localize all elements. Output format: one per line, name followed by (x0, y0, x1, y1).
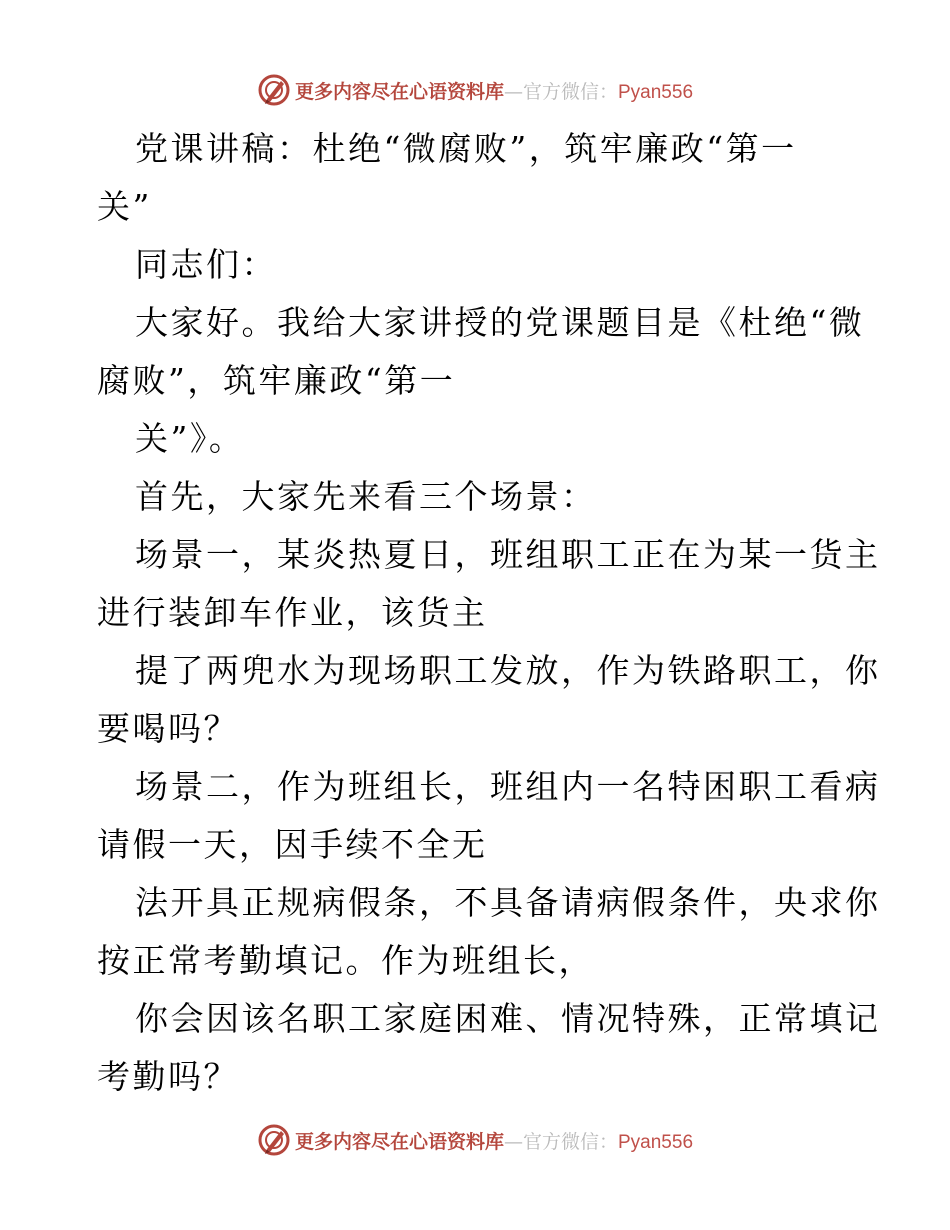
watermark-main-text: 更多内容尽在心语资料库 (294, 80, 504, 103)
pen-logo-icon (257, 73, 291, 107)
text-line: 法开具正规病假条，不具备请病假条件，央求你 (135, 883, 881, 922)
watermark-main-text: 更多内容尽在心语资料库 (294, 1130, 504, 1153)
watermark-id-text: Pyan556 (618, 1131, 694, 1153)
text-line: 要喝吗？ (97, 709, 239, 748)
header-watermark (0, 70, 950, 110)
text-line: 同志们： (135, 245, 277, 284)
watermark-sub-text: —官方微信： (503, 80, 618, 103)
watermark-id-text: Pyan556 (618, 81, 694, 103)
text-line: 你会因该名职工家庭困难、情况特殊，正常填记 (135, 999, 881, 1038)
watermark-sub-text: —官方微信： (503, 1130, 618, 1153)
text-line: 提了两兜水为现场职工发放，作为铁路职工，你 (135, 651, 881, 690)
text-line: 党课讲稿：杜绝“微腐败”，筑牢廉政“第一 (135, 129, 797, 168)
text-line: 关”》。 (135, 419, 245, 458)
document-body (97, 120, 881, 1106)
text-line: 进行装卸车作业，该货主 (97, 593, 488, 632)
text-line: 按正常考勤填记。作为班组长， (97, 941, 594, 980)
text-line: 请假一天，因手续不全无 (97, 825, 488, 864)
footer-watermark (0, 1120, 950, 1160)
text-line: 场景一，某炎热夏日，班组职工正在为某一货主 (135, 535, 881, 574)
text-line: 大家好。我给大家讲授的党课题目是《杜绝“微 (135, 303, 865, 342)
text-line: 腐败”，筑牢廉政“第一 (97, 361, 456, 400)
text-line: 关” (97, 187, 152, 226)
text-line: 场景二，作为班组长，班组内一名特困职工看病 (135, 767, 881, 806)
text-line: 首先，大家先来看三个场景： (135, 477, 597, 516)
text-line: 考勤吗？ (97, 1057, 239, 1096)
pen-logo-icon (257, 1123, 291, 1157)
